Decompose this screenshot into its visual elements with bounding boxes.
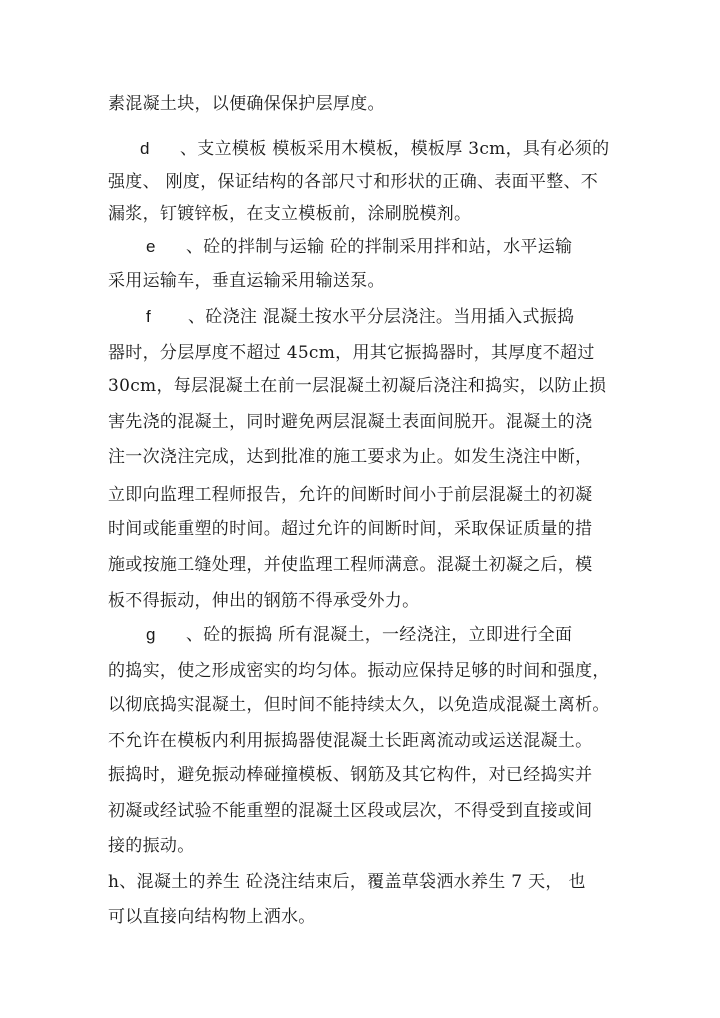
text-line: 害先浇的混凝土，同时避免两层混凝土表面间脱开。混凝土的浇 [108, 412, 593, 432]
item-marker-d: d [140, 139, 150, 158]
item-marker-e: e [146, 237, 156, 256]
text-line: h、混凝土的养生 砼浇注结束后，覆盖草袋洒水养生 7 天， 也 [108, 872, 586, 892]
text-line: 以彻底捣实混凝土，但时间不能持续太久，以免造成混凝土离析。 [108, 695, 610, 715]
item-marker-f: f [146, 307, 152, 326]
text-line: 的捣实，使之形成密实的均匀体。振动应保持足够的时间和强度， [108, 661, 610, 681]
text-line: 可以直接向结构物上洒水。 [108, 907, 316, 927]
text-line: 时间或能重塑的时间。超过允许的间断时间，采取保证质量的措 [108, 519, 593, 539]
text-line: 漏浆，钉镀锌板，在支立模板前，涂刷脱模剂。 [108, 204, 472, 224]
text-line: 、砼的振捣 所有混凝土，一经浇注，立即进行全面 [186, 625, 573, 645]
text-line: 振捣时，避免振动棒碰撞模板、钢筋及其它构件，对已经捣实并 [108, 765, 593, 785]
text-line: 初凝或经试验不能重塑的混凝土区段或层次，不得受到直接或间 [108, 801, 593, 821]
text-line: 强度、 刚度，保证结构的各部尺寸和形状的正确、表面平整、不 [108, 172, 599, 192]
text-line: 接的振动。 [108, 836, 195, 856]
text-line: 板不得振动，伸出的钢筋不得承受外力。 [108, 591, 420, 611]
text-line: 、砼浇注 混凝土按水平分层浇注。当用插入式振捣 [188, 307, 575, 327]
text-line: 施或按施工缝处理，并使监理工程师满意。混凝土初凝之后，模 [108, 555, 593, 575]
text-line: 立即向监理工程师报告，允许的间断时间小于前层混凝土的初凝 [108, 485, 593, 505]
text-line: 、支立模板 模板采用木模板，模板厚 3cm，具有必须的 [180, 139, 610, 159]
text-line: 采用运输车，垂直运输采用输送泵。 [108, 271, 385, 291]
text-line: 不允许在模板内利用振捣器使混凝土长距离流动或运送混凝土。 [108, 731, 593, 751]
item-marker-g: g [146, 625, 156, 644]
text-line: 、砼的拌制与运输 砼的拌制采用拌和站，水平运输 [186, 237, 573, 257]
text-line: 30cm，每层混凝土在前一层混凝土初凝后浇注和捣实，以防止损 [108, 376, 607, 396]
text-line: 器时，分层厚度不超过 45cm，用其它振捣器时，其厚度不超过 [108, 343, 595, 363]
text-line: 素混凝土块，以便确保保护层厚度。 [108, 94, 385, 114]
text-line: 注一次浇注完成，达到批准的施工要求为止。如发生浇注中断， [108, 447, 593, 467]
